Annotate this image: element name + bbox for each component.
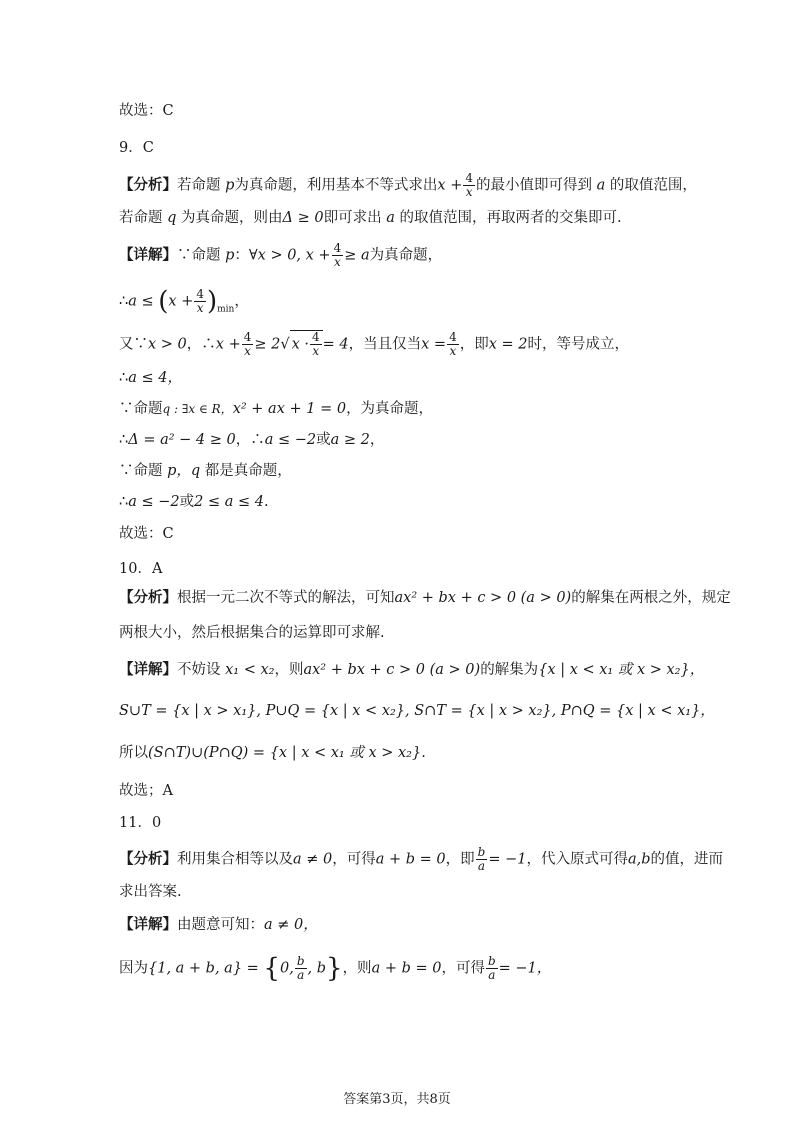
math: a	[596, 177, 606, 194]
math: p，q	[167, 463, 201, 479]
detail-line	[119, 368, 182, 388]
answer-line	[119, 781, 173, 801]
text: 故选；A	[119, 783, 173, 799]
numerator: 4	[312, 330, 320, 344]
text: 由题意可知：	[177, 917, 264, 933]
detail-line: ∴a ≤ −2或2 ≤ a ≤ 4.	[119, 494, 269, 510]
text: 的取值范围，	[609, 177, 697, 194]
analysis-line	[119, 623, 385, 643]
text: 或	[316, 432, 331, 448]
text: ，∴	[235, 432, 265, 448]
denominator: x	[244, 344, 251, 358]
math: {x | x < x₁ 或 x > x₂}，	[538, 662, 705, 678]
detail-line	[119, 701, 715, 721]
detail-line	[119, 461, 292, 481]
text: ∴	[119, 494, 129, 510]
math: a ≥ 2	[330, 432, 370, 448]
text: 的值，进而	[650, 851, 724, 868]
text: 求出答案.	[119, 884, 182, 900]
detail-line	[119, 743, 426, 763]
text: 又∵	[119, 336, 148, 353]
text: 根据一元二次不等式的解法，可知	[177, 590, 395, 606]
text: 为真命题，	[369, 247, 443, 264]
detail-line	[119, 242, 442, 269]
math: ∀x > 0, x +	[248, 247, 331, 264]
math: ax² + bx + c > 0 (a > 0)	[394, 590, 572, 606]
fraction	[310, 331, 322, 358]
math: a,b	[627, 851, 651, 868]
text: ，∴	[186, 336, 216, 353]
text: 为真命题，则由	[181, 210, 283, 226]
text: 若命题	[119, 210, 163, 226]
paren: (	[158, 286, 169, 317]
math: a ≠ 0	[293, 851, 333, 868]
text: ，代入原式可得	[526, 851, 628, 868]
detail-line: 又∵x > 0，∴x + $\frac{4}{x}$ ≥ 2√ x · $\frac{4}{x}$ = 4，当且仅当x = $\frac{4}{x}$ ，即x = 2时，等号成立，	[119, 330, 629, 358]
text: 为真命题，利用基本不等式求出	[234, 177, 438, 194]
math: a ≤	[128, 293, 154, 310]
analysis-line	[119, 208, 622, 228]
math: x +	[215, 336, 241, 353]
fraction	[476, 846, 488, 873]
denominator: x	[334, 255, 341, 269]
math: x +	[168, 293, 194, 310]
text: ∵命题	[119, 401, 163, 417]
math: x² + ax + 1 = 0	[232, 401, 347, 417]
fraction	[295, 955, 307, 982]
math: ax² + bx + c > 0 (a > 0)	[303, 662, 481, 678]
sqrt	[290, 330, 323, 358]
math: S∪T = {x | x > x₁}, P∪Q = {x | x < x₂}, S∩T = {x | x > x₂}, P∩Q = {x | x < x₁}，	[119, 703, 715, 719]
math: a	[386, 210, 395, 226]
fraction	[463, 172, 475, 199]
text: 故选：C	[119, 526, 174, 542]
text: ，即	[445, 851, 475, 868]
question-number	[119, 138, 154, 158]
analysis-tag: 【分析】	[119, 176, 177, 194]
numerator: 4	[196, 287, 204, 301]
text: 若命题	[177, 177, 221, 194]
numerator: b	[296, 954, 305, 968]
fraction	[242, 331, 254, 358]
text: ∵命题	[177, 247, 221, 264]
math: = −1，	[498, 960, 552, 977]
page-footer: 答案第3页，共8页	[343, 1092, 451, 1107]
text: 或	[179, 494, 195, 510]
text: 的取值范围，再取两者的交集即可.	[399, 210, 622, 226]
fraction	[194, 288, 206, 315]
detail-line	[119, 955, 551, 982]
math: a ≤ 4，	[128, 370, 182, 386]
text: ，可得	[441, 960, 485, 977]
text: ，当且仅当	[348, 336, 422, 353]
math: Δ = a² − 4 ≥ 0	[128, 432, 236, 448]
detail-tag: 【详解】	[119, 661, 177, 678]
text: 时，等号成立，	[527, 336, 629, 353]
brace: {	[263, 953, 280, 984]
math: x +	[437, 177, 463, 194]
paren: )	[206, 286, 218, 317]
numerator: 4	[465, 171, 473, 185]
analysis-line	[119, 882, 182, 902]
analysis-line	[119, 846, 723, 873]
math: x =	[421, 336, 447, 353]
math: q	[167, 210, 177, 226]
math: x = 2	[488, 336, 528, 353]
math: , b	[307, 960, 327, 977]
math: a ≤ −2	[264, 432, 317, 448]
math: p	[225, 177, 235, 194]
brace: }	[326, 953, 343, 984]
text: 利用集合相等以及	[177, 851, 293, 868]
math: a ≤ −2	[128, 494, 180, 510]
math: = −1	[488, 851, 527, 868]
answer-line	[119, 524, 174, 544]
math: a ≠ 0，	[264, 917, 318, 933]
text: ，为真命题，	[346, 401, 434, 417]
math: Δ ≥ 0	[282, 210, 324, 226]
numerator: 4	[243, 330, 252, 344]
detail-line	[119, 660, 704, 680]
text: 的解集在两根之外，规定	[571, 590, 731, 606]
text: 的解集为	[480, 662, 539, 678]
numerator: b	[477, 845, 486, 859]
denominator: x	[312, 344, 320, 358]
detail-line	[119, 915, 318, 935]
text: 9．C	[119, 140, 154, 156]
text: 即可求出	[323, 210, 382, 226]
text: 因为	[119, 960, 148, 977]
math: {1, a + b, a} =	[148, 960, 259, 977]
denominator: a	[297, 968, 305, 982]
detail-tag: 【详解】	[119, 246, 177, 264]
math: p	[225, 247, 235, 264]
text: ，即	[459, 336, 489, 353]
math: ≥ 2	[254, 336, 281, 353]
math: x₁ < x₂	[225, 662, 275, 678]
text: 故选：C	[119, 103, 174, 119]
math: a + b = 0	[375, 851, 446, 868]
analysis-tag: 【分析】	[119, 589, 177, 606]
math: x > 0	[148, 336, 187, 353]
analysis-line	[119, 172, 697, 199]
fraction	[447, 331, 459, 358]
question-number	[119, 813, 161, 833]
text: ，可得	[332, 851, 376, 868]
math: ≥ a	[344, 247, 370, 264]
analysis-tag: 【分析】	[119, 850, 177, 868]
subscript: min	[217, 304, 235, 315]
text: 不妨设	[177, 662, 221, 678]
text: ，则	[274, 662, 304, 678]
text: 都是真命题，	[204, 463, 292, 479]
fraction	[332, 242, 344, 269]
detail-line	[119, 399, 433, 419]
text: ∴	[119, 370, 129, 386]
detail-line	[119, 430, 384, 450]
math: (S∩T)∪(P∩Q) = {x | x < x₁ 或 x > x₂}.	[148, 745, 426, 761]
question-number	[119, 559, 162, 579]
text: 11．0	[119, 815, 162, 831]
answer-line	[119, 101, 174, 121]
text: ∵命题	[119, 463, 163, 479]
text: ∴	[119, 432, 129, 448]
math: x ·	[291, 336, 309, 353]
text: ，	[369, 432, 385, 448]
text: 的最小值即可得到	[475, 177, 592, 194]
math: q : ∃x ∈ R，	[162, 402, 233, 416]
text: ：	[234, 247, 249, 264]
analysis-line	[119, 588, 731, 608]
text: 所以	[119, 745, 148, 761]
denominator: a	[477, 859, 486, 873]
detail-line: ∴a ≤ (x + $\frac{4}{x}$ )$_{min}$，	[119, 286, 249, 317]
text: ，则	[342, 960, 372, 977]
fraction	[486, 955, 498, 982]
math: = 4	[322, 336, 349, 353]
denominator: x	[465, 185, 473, 199]
numerator: 4	[449, 330, 457, 344]
denominator: x	[196, 301, 204, 315]
denominator: x	[449, 344, 457, 358]
detail-tag: 【详解】	[119, 916, 177, 933]
text: 两根大小，然后根据集合的运算即可求解.	[119, 625, 385, 641]
math: a + b = 0	[371, 960, 442, 977]
text: 10．A	[119, 561, 163, 577]
numerator: b	[487, 954, 496, 968]
numerator: 4	[333, 241, 342, 255]
math: 0,	[279, 960, 294, 977]
denominator: a	[488, 968, 496, 982]
math: 2 ≤ a ≤ 4	[194, 494, 264, 510]
